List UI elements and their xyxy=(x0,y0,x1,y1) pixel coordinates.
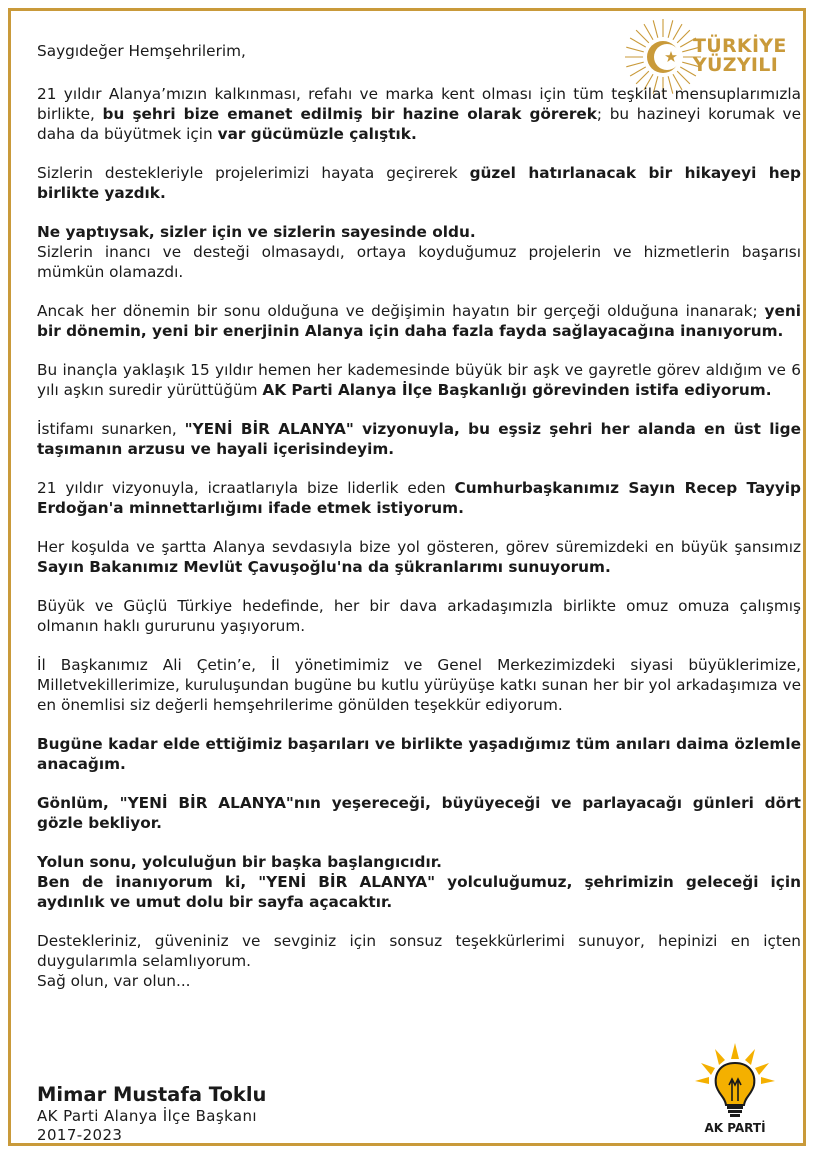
paragraph-8 xyxy=(37,537,801,577)
text-span: Bu inançla yaklaşık 15 yıldır hemen her kademesinde büyük bir aşk ve gayretle görev aldığım ve 6 yılı aşkın suredir yürüttüğüm xyxy=(37,361,801,399)
ak-parti-logo xyxy=(687,1041,783,1151)
signer-years: 2017-2023 xyxy=(37,1126,123,1144)
paragraph-11 xyxy=(37,734,801,774)
paragraph-14 xyxy=(37,931,801,991)
signer-name: Mimar Mustafa Toklu xyxy=(37,1083,267,1106)
text-span: Ancak her dönemin bir sonu olduğuna ve değişimin hayatın bir gerçeği olduğuna inanarak; xyxy=(37,302,765,320)
paragraph-13 xyxy=(37,852,801,912)
text-span: Sizlerin inancı ve desteği olmasaydı, ortaya koyduğumuz projelerin ve hizmetlerin başarısı mümkün olamazdı. xyxy=(37,243,801,281)
text-span: Her koşulda ve şartta Alanya sevdasıyla bize yol gösteren, görev süremizdeki en büyük şansımız xyxy=(37,538,801,556)
ak-parti-label: AK PARTİ xyxy=(704,1121,766,1135)
paragraph-6 xyxy=(37,419,801,459)
paragraph-5 xyxy=(37,360,801,400)
text-span: Destekleriniz, güveniniz ve sevginiz için sonsuz teşekkürlerimi sunuyor, hepinizi en içten duygularımla selamlıyorum. xyxy=(37,932,801,970)
paragraph-2 xyxy=(37,163,801,203)
logo-line-1: TÜRKİYE xyxy=(693,35,787,57)
signature-block xyxy=(37,1083,266,1145)
text-span: Sağ olun, var olun... xyxy=(37,972,191,990)
signer-title: AK Parti Alanya İlçe Başkanı xyxy=(37,1107,257,1125)
logo-line-2: YÜZYILI xyxy=(693,54,779,76)
bold-span: "YENİ BİR ALANYA" vizyonuyla, bu eşsiz şehri her alanda en üst lige taşımanın arzusu ve hayali içerisindeyim. xyxy=(37,420,801,458)
text-span: 21 yıldır vizyonuyla, icraatlarıyla bize liderlik eden xyxy=(37,479,455,497)
letter-frame xyxy=(8,8,806,1146)
bold-span: yeni bir dönemin, yeni bir enerjinin Alanya için daha fazla fayda sağlayacağına inanıyorum. xyxy=(37,302,801,340)
paragraph-9: Büyük ve Güçlü Türkiye hedefinde, her bir dava arkadaşımızla birlikte omuz omuza çalışmış olmanın haklı gururunu yaşıyorum. xyxy=(37,597,801,635)
paragraph-3 xyxy=(37,222,801,282)
paragraph-1 xyxy=(37,84,801,144)
paragraph-12 xyxy=(37,793,801,833)
bold-span: Cumhurbaşkanımız Sayın Recep Tayyip Erdoğan'a minnettarlığımı ifade etmek istiyorum. xyxy=(37,479,801,517)
bold-span: AK Parti Alanya İlçe Başkanlığı görevinden istifa ediyorum. xyxy=(262,381,772,399)
text-span: 21 yıldır Alanya’mızın kalkınması, refahı ve marka kent olması için tüm teşkilat mensuplarımızla birlikte, xyxy=(37,85,801,123)
greeting: Saygıdeğer Hemşehrilerim, xyxy=(37,42,246,60)
bold-span: bu şehri bize emanet edilmiş bir hazine olarak görerek xyxy=(102,105,597,123)
text-span: İstifamı sunarken, xyxy=(37,420,185,438)
bold-span: Yolun sonu, yolculuğun bir başka başlangıcıdır. xyxy=(37,853,442,871)
letter-body xyxy=(37,41,801,991)
paragraph-7 xyxy=(37,478,801,518)
bold-span: Sayın Bakanımız Mevlüt Çavuşoğlu'na da şükranlarımı sunuyorum. xyxy=(37,558,611,576)
paragraph-10: İl Başkanımız Ali Çetin’e, İl yönetimimiz ve Genel Merkezimizdeki siyasi büyüklerimize, Milletvekillerimize, kuruluşundan bugüne bu kutlu yürüyüşe katkı sunan her bir yol arkadaşımıza ve en önemlisi siz değerli hemşehrilerime gönülden teşekkür ediyorum. xyxy=(37,656,801,714)
paragraph-4 xyxy=(37,301,801,341)
bold-span: Ne yaptıysak, sizler için ve sizlerin sayesinde oldu. xyxy=(37,223,476,241)
text-span: Sizlerin destekleriyle projelerimizi hayata geçirerek xyxy=(37,164,470,182)
bold-span: güzel hatırlanacak bir hikayeyi hep birlikte yazdık. xyxy=(37,164,801,202)
bold-span: Bugüne kadar elde ettiğimiz başarıları ve birlikte yaşadığımız tüm anıları daima özlemle anacağım. xyxy=(37,735,801,773)
bold-span: Gönlüm, "YENİ BİR ALANYA"nın yeşereceği, büyüyeceği ve parlayacağı günleri dört gözle bekliyor. xyxy=(37,794,801,832)
text-span: ; bu hazineyi korumak ve daha da büyütmek için xyxy=(37,105,801,143)
lightbulb-icon xyxy=(687,1041,783,1121)
bold-span: Ben de inanıyorum ki, "YENİ BİR ALANYA" yolculuğumuz, şehrimizin geleceği için aydınlık ve umut dolu bir sayfa açacaktır. xyxy=(37,873,801,911)
bold-span: var gücümüzle çalıştık. xyxy=(217,125,417,143)
